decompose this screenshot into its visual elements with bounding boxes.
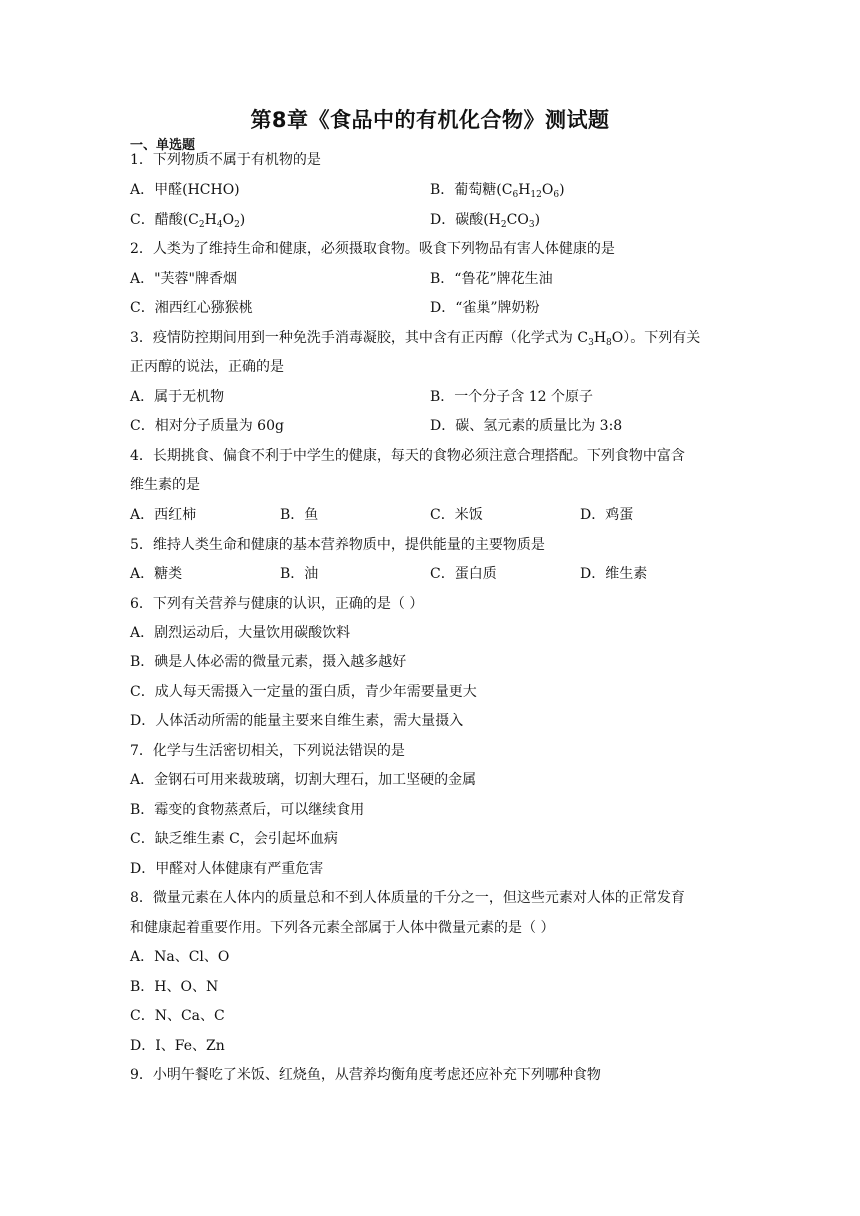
page-title: 第8章《食品中的有机化合物》测试题: [250, 108, 610, 132]
question-7-stem: 7．化学与生活密切相关，下列说法错误的是: [130, 743, 405, 759]
question-8-stem-line-1: 8．微量元素在人体内的质量总和不到人体质量的千分之一，但这些元素对人体的正常发育: [130, 890, 685, 906]
question-8-option-a: A．Na、Cl、O: [130, 949, 230, 965]
question-3-option-d: D．碳、氢元素的质量比为 3:8: [430, 418, 623, 434]
question-8-option-d: D．I、Fe、Zn: [130, 1038, 225, 1054]
question-5-option-a: A．糖类: [130, 566, 183, 582]
question-7-option-a: A．金钢石可用来裁玻璃，切割大理石，加工坚硬的金属: [130, 772, 477, 788]
question-6-option-a: A．剧烈运动后，大量饮用碳酸饮料: [130, 625, 351, 641]
question-5-option-c: C．蛋白质: [430, 566, 497, 582]
question-4-option-d: D．鸡蛋: [580, 507, 634, 523]
question-1-stem: 1．下列物质不属于有机物的是: [130, 152, 321, 168]
question-8-stem-line-2: 和健康起着重要作用。下列各元素全部属于人体中微量元素的是（ ）: [130, 920, 555, 936]
question-4-stem-line-2: 维生素的是: [130, 477, 200, 493]
question-3-option-c: C．相对分子质量为 60g: [130, 418, 284, 434]
question-3-option-b: B．一个分子含 12 个原子: [430, 389, 594, 405]
question-2-option-c: C．湘西红心猕猴桃: [130, 300, 253, 316]
question-8-option-c: C．N、Ca、C: [130, 1008, 225, 1024]
question-2-stem: 2．人类为了维持生命和健康，必须摄取食物。吸食下列物品有害人体健康的是: [130, 241, 615, 257]
question-2-option-b: B．“鲁花”牌花生油: [430, 271, 553, 287]
question-2-option-d: D．“雀巢”牌奶粉: [430, 300, 540, 316]
question-7-option-b: B．霉变的食物蒸煮后，可以继续食用: [130, 802, 365, 818]
question-3-option-a: A．属于无机物: [130, 389, 225, 405]
question-5-stem: 5．维持人类生命和健康的基本营养物质中，提供能量的主要物质是: [130, 537, 545, 553]
question-7-option-c: C．缺乏维生素 C，会引起坏血病: [130, 831, 338, 847]
question-1-option-c: C．醋酸$(C_2H_4O_2)$: [130, 212, 246, 230]
section-heading: 一、单选题: [130, 138, 196, 153]
question-6-option-c: C．成人每天需摄入一定量的蛋白质，青少年需要量更大: [130, 684, 477, 700]
question-5-option-b: B．油: [280, 566, 319, 582]
question-6-stem: 6．下列有关营养与健康的认识，正确的是（ ）: [130, 596, 424, 612]
question-3-stem-line-1: 3．疫情防控期间用到一种免洗手消毒凝胶，其中含有正丙醇（化学式为 $C_3H_8O$）。下列有关: [130, 330, 701, 348]
question-1-option-a: A．甲醛(HCHO): [130, 182, 240, 198]
question-4-option-c: C．米饭: [430, 507, 483, 523]
question-3-stem-line-2: 正丙醇的说法，正确的是: [130, 359, 284, 375]
question-8-option-b: B．H、O、N: [130, 979, 219, 995]
question-6-option-b: B．碘是人体必需的微量元素，摄入越多越好: [130, 654, 407, 670]
question-9-stem: 9．小明午餐吃了米饭、红烧鱼，从营养均衡角度考虑还应补充下列哪种食物: [130, 1067, 601, 1083]
question-4-option-b: B．鱼: [280, 507, 319, 523]
question-4-option-a: A．西红柿: [130, 507, 197, 523]
question-1-option-b: B．葡萄糖$(C_6H_{12}O_6)$: [430, 182, 565, 200]
question-2-option-a: A．"芙蓉"牌香烟: [130, 271, 237, 287]
question-4-stem-line-1: 4．长期挑食、偏食不利于中学生的健康，每天的食物必须注意合理搭配。下列食物中富含: [130, 448, 685, 464]
question-1-option-d: D．碳酸$(H_2CO_3)$: [430, 212, 541, 230]
question-5-option-d: D．维生素: [580, 566, 648, 582]
question-6-option-d: D．人体活动所需的能量主要来自维生素，需大量摄入: [130, 713, 464, 729]
question-7-option-d: D．甲醛对人体健康有严重危害: [130, 861, 324, 877]
